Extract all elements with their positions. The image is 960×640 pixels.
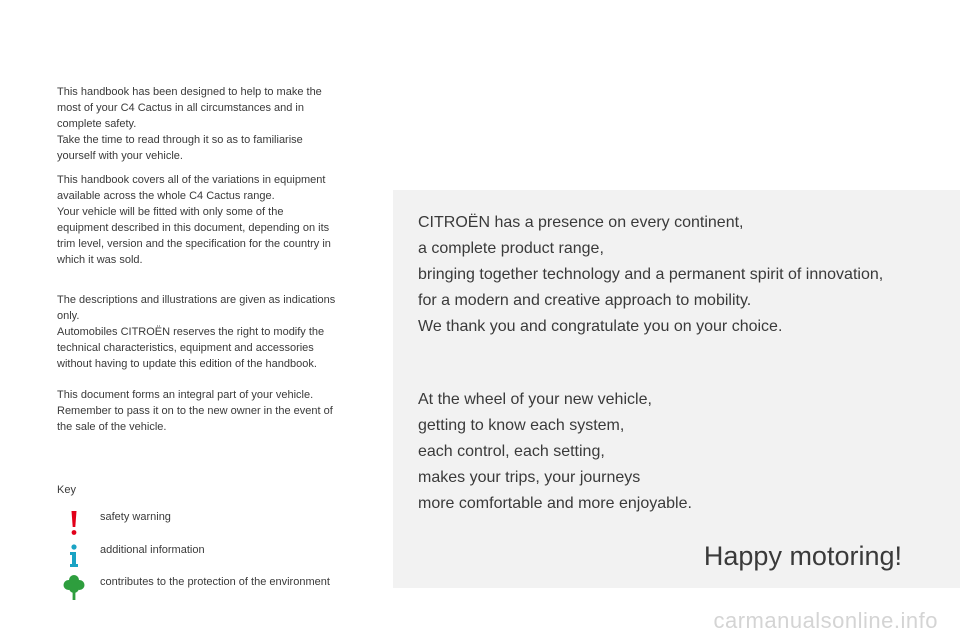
watermark: carmanualsonline.info <box>713 608 938 633</box>
wheel-line: getting to know each system, <box>418 417 625 434</box>
text-line: Your vehicle will be fitted with only some of the <box>57 206 284 218</box>
text-line: complete safety. <box>57 118 137 130</box>
wheel-line: makes your trips, your journeys <box>418 469 641 486</box>
slogan-line: We thank you and congratulate you on your choice. <box>418 318 783 335</box>
intro-paragraph-2 <box>57 172 377 268</box>
text-line: Remember to pass it on to the new owner in the event of <box>57 405 333 417</box>
text-line: only. <box>57 310 80 322</box>
text-line: The descriptions and illustrations are given as indications <box>57 294 336 306</box>
slogan-line: bringing together technology and a permanent spirit of innovation, <box>418 266 884 283</box>
welcome-panel <box>393 190 960 588</box>
info-icon <box>62 542 86 570</box>
text-line: without having to update this edition of the handbook. <box>57 358 317 370</box>
text-line: Automobiles CITROËN reserves the right to modify the <box>57 326 325 338</box>
key-label: additional information <box>100 544 205 556</box>
happy-motoring-heading: Happy motoring! <box>703 541 902 571</box>
wheel-message <box>418 387 938 517</box>
wheel-line: At the wheel of your new vehicle, <box>418 391 652 408</box>
key-title: Key <box>57 484 76 496</box>
text-line: Take the time to read through it so as to familiarise <box>57 134 303 146</box>
intro-paragraph-4 <box>57 387 377 435</box>
intro-paragraph-3 <box>57 292 377 372</box>
key-item-safety-warning <box>62 509 382 539</box>
text-line: the sale of the vehicle. <box>57 421 167 433</box>
slogan-line: CITROËN has a presence on every continent, <box>418 214 744 231</box>
key-label: safety warning <box>100 511 171 523</box>
key-item-environment <box>62 574 382 604</box>
slogan-line: for a modern and creative approach to mobility. <box>418 292 752 309</box>
brand-slogan <box>418 210 938 340</box>
text-line: This document forms an integral part of your vehicle. <box>57 389 314 401</box>
wheel-line: more comfortable and more enjoyable. <box>418 495 692 512</box>
text-line: most of your C4 Cactus in all circumstances and in <box>57 102 304 114</box>
intro-paragraph-1 <box>57 84 377 164</box>
key-item-additional-information <box>62 542 382 572</box>
text-line: which it was sold. <box>57 254 143 266</box>
text-line: trim level, version and the specification for the country in <box>57 238 331 250</box>
text-line: This handbook covers all of the variations in equipment <box>57 174 326 186</box>
text-line: This handbook has been designed to help to make the <box>57 86 322 98</box>
wheel-line: each control, each setting, <box>418 443 605 460</box>
key-label: contributes to the protection of the environment <box>100 576 330 588</box>
text-line: yourself with your vehicle. <box>57 150 183 162</box>
exclamation-icon <box>62 509 86 537</box>
text-line: technical characteristics, equipment and accessories <box>57 342 314 354</box>
text-line: equipment described in this document, depending on its <box>57 222 330 234</box>
tree-icon <box>62 574 86 602</box>
text-line: available across the whole C4 Cactus range. <box>57 190 275 202</box>
slogan-line: a complete product range, <box>418 240 604 257</box>
